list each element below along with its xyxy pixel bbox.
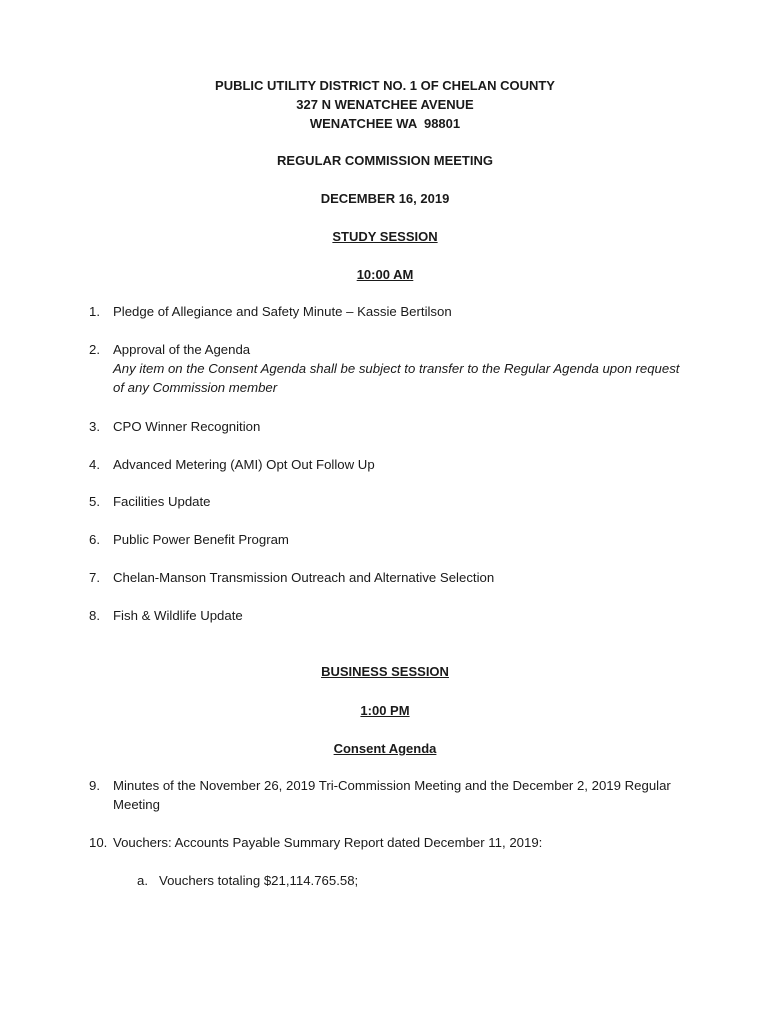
item-text: Advanced Metering (AMI) Opt Out Follow Up [113, 457, 375, 472]
subitem-letter: a. [137, 873, 148, 888]
business-session-time: 1:00 PM [360, 703, 410, 718]
item-number: 4. [89, 457, 100, 472]
consent-agenda-heading: Consent Agenda [333, 741, 437, 756]
item-text: Minutes of the November 26, 2019 Tri-Commission Meeting and the December 2, 2019 Regular Meeting [113, 778, 671, 812]
business-session-heading: BUSINESS SESSION [321, 664, 449, 679]
item-text: Chelan-Manson Transmission Outreach and Alternative Selection [113, 570, 495, 585]
item-text: Pledge of Allegiance and Safety Minute – Kassie Bertilson [113, 304, 452, 319]
city-address: WENATCHEE WA 98801 [309, 116, 461, 131]
item-text: Facilities Update [113, 494, 211, 509]
org-name: PUBLIC UTILITY DISTRICT NO. 1 OF CHELAN COUNTY [215, 78, 555, 93]
item-text: Vouchers: Accounts Payable Summary Report dated December 11, 2019: [113, 835, 543, 850]
item-number: 10. [89, 835, 108, 850]
item-number: 6. [89, 532, 100, 547]
item-number: 2. [89, 342, 100, 357]
item-text: Public Power Benefit Program [113, 532, 289, 547]
item-number: 5. [89, 494, 100, 509]
document-header [0, 76, 770, 133]
street-address: 327 N WENATCHEE AVENUE [296, 97, 474, 112]
item-number: 9. [89, 778, 100, 793]
item-number: 1. [89, 304, 100, 319]
item-number: 3. [89, 419, 100, 434]
item-text: Fish & Wildlife Update [113, 608, 243, 623]
item-text: CPO Winner Recognition [113, 419, 261, 434]
subitem-text: Vouchers totaling $21,114.765.58; [159, 873, 359, 888]
study-session-heading: STUDY SESSION [332, 229, 438, 244]
item-text-block [113, 340, 683, 397]
meeting-title: REGULAR COMMISSION MEETING [277, 153, 493, 168]
item-note: Any item on the Consent Agenda shall be subject to transfer to the Regular Agenda upon request of any Commission member [113, 361, 680, 395]
item-text: Approval of the Agenda [113, 342, 251, 357]
item-number: 8. [89, 608, 100, 623]
study-session-time: 10:00 AM [356, 267, 414, 282]
item-number: 7. [89, 570, 100, 585]
meeting-date: DECEMBER 16, 2019 [320, 191, 450, 206]
